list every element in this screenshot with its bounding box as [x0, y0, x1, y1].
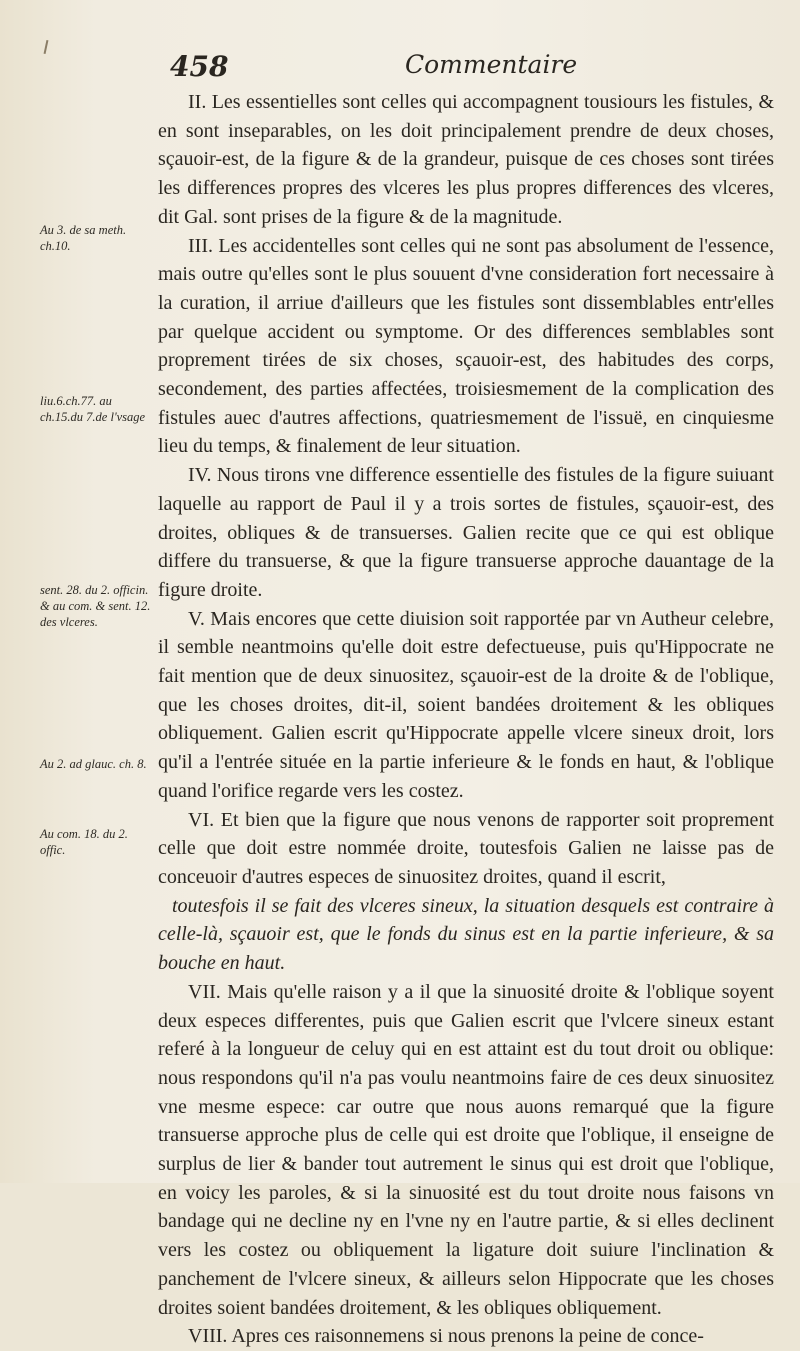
margin-note: Au com. 18. du 2. offic. — [40, 827, 128, 857]
paragraph: II. Les essentielles sont celles qui accompagnent tousiours les fistules, & en sont inseparables, on les doit principalement prendre de deux choses, sçauoir-est, de la figure & de la grandeur, puisque de ces choses sont tirées les differences propres des vlceres les plus propres differences des vlceres, dit Gal. sont prises de la figure & de la magnitude. — [158, 91, 774, 228]
running-title: Commentaire — [405, 50, 578, 79]
quotation: toutesfois il se fait des vlceres sineux, la situation desquels est contraire à celle-là, sçauoir est, que le fonds du sinus est en la partie inferieure, & sa bouche en haut. — [158, 894, 774, 975]
margin-note: liu.6.ch.77. au ch.15.du 7.de l'vsage — [40, 394, 146, 424]
paragraph: VI. Et bien que la figure que nous venons de rapporter soit proprement celle que doit estre nommée droite, toutesfois Galien ne laisse pas de conceuoir d'autres especes de sinuositez droites, quand il escrit, — [158, 808, 774, 888]
page-number: 458 — [170, 50, 229, 83]
margin-note: sent. 28. du 2. officin. & au com. & sent. 12. des vlceres. — [40, 583, 151, 629]
main-text — [158, 88, 774, 1351]
page-header — [0, 50, 800, 90]
paragraph: V. Mais encores que cette diuision soit rapportée par vn Autheur celebre, il semble neantmoins qu'elle doit estre defectueuse, puis qu'Hippocrate ne fait mention que de deux sinuositez, sçauoir-est de la droite & de l'oblique, que les choses droites, dit-il, soient bandées droitement & les obliques obliquement. Galien escrit qu'Hippocrate appelle vlcere sineux droit, lors qu'il a l'entrée située en la partie inferieure & le fonds en haut, & l'oblique quand l'orifice regarde vers les costez. — [158, 607, 774, 802]
paragraph: III. Les accidentelles sont celles qui ne sont pas absolument de l'essence, mais outre qu'elles sont le plus souuent d'vne consideration fort necessaire à la curation, il arriue d'ailleurs que les fistules sont dissemblables entr'elles par quelque accident ou symptome. Or des differences semblables sont proprement tirées de six choses, sçauoir-est, des habitudes des corps, secondement, des parties affectées, troisiesmement de la complication des fistules auec d'autres affections, quatriesmement de l'issuë, en cinquiesme lieu du temps, & finalement de leur situation. — [158, 234, 774, 458]
paragraph: VII. Mais qu'elle raison y a il que la sinuosité droite & l'oblique soyent deux especes differentes, puis que Galien escrit que l'vlcere sineux estant referé à la longueur de celuy qui en est attaint est du tout droit ou oblique: nous respondons qu'il n'a pas voulu neantmoins faire de ces deux sinuositez vne mesme espece: car outre que nous auons remarqué que la figure transuerse approche plus de celle qui est droite que l'oblique, il enseigne de surplus de lier & bander tout autrement le sinus qui est droit que l'oblique, en voicy les paroles, & si la sinuosité est du tout droite nous faisons vn bandage qui ne decline ny en l'vne ny en l'autre partie, & si elles declinent vers les costez ou obliquement la ligature doit suiure l'inclination & panchement de l'vlcere sineux, & ailleurs selon Hippocrate que les choses droites soient bandées droitement, & les obliques obliquement. — [158, 980, 774, 1319]
paragraph: VIII. Apres ces raisonnemens si nous prenons la peine de conce- — [188, 1325, 704, 1348]
margin-note: Au 3. de sa meth. ch.10. — [40, 223, 127, 253]
margin-note: Au 2. ad glauc. ch. 8. — [40, 757, 147, 771]
paragraph: IV. Nous tirons vne difference essentielle des fistules de la figure suiuant laquelle au rapport de Paul il y a trois sortes de fistules, sçauoir-est, des droites, obliques & de transuerses. Galien recite que ce qui est oblique differe du transuerse, & que la figure transuerse approche dauantage de la figure droite. — [158, 464, 774, 601]
